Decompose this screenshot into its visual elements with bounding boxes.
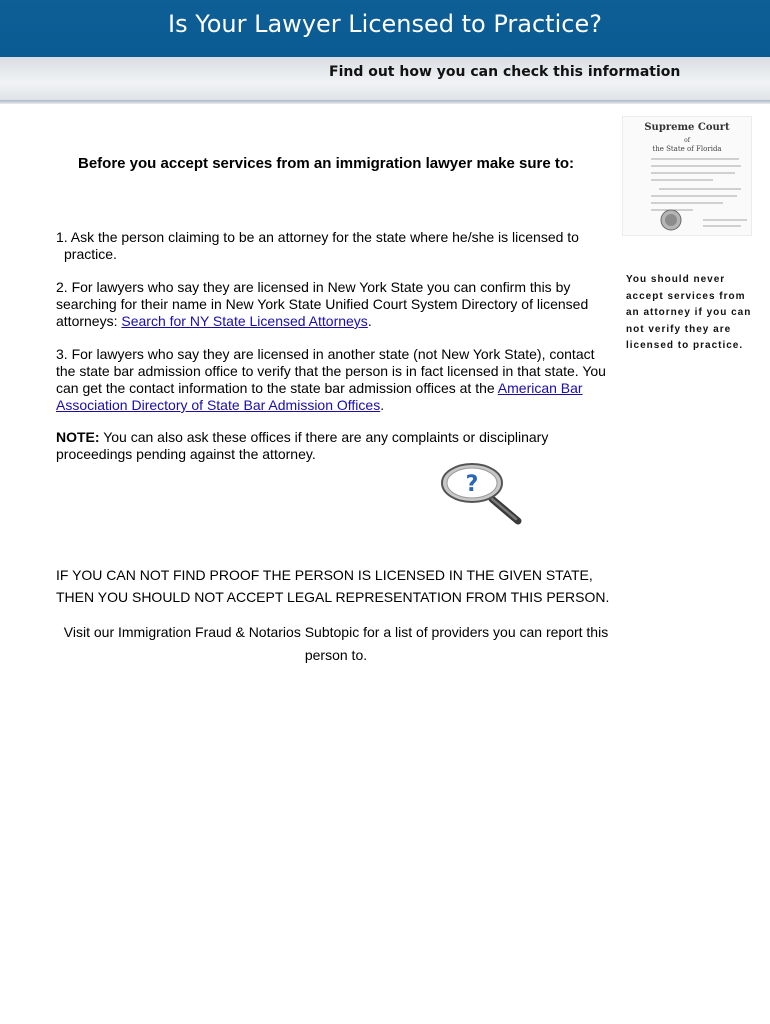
visit-text [56,621,616,667]
note-text: You can also ask these offices if there are any complaints or disciplinary proceedings pending against the attorney. [56,429,549,462]
step-3-text: 3. For lawyers who say they are licensed in another state (not New York State), contact the state bar admission office to verify that the person is in fact licensed in that state. You can get the contact information to the state bar admission offices at the [56,346,606,396]
step-1-line-2: practice. [64,246,117,262]
step-2 [56,279,608,330]
note [56,429,608,463]
certificate-title: Supreme Court [644,122,730,133]
certificate-line-2: the State of Florida [652,145,722,153]
magnifier-question-mark: ? [465,472,479,497]
certificate-image [622,116,752,236]
page-subtitle: Find out how you can check this information [329,64,681,80]
step-1-line-1: 1. Ask the person claiming to be an attorney for the state where he/she is licensed to [56,229,579,245]
sidebar-note-line-4: not verify they are [626,323,732,335]
step-3-end: . [380,397,385,413]
warning-line-2: THEN YOU SHOULD NOT ACCEPT LEGAL REPRESENTATION FROM THIS PERSON. [56,589,610,605]
sidebar-note [626,272,761,355]
sidebar-note-line-3: an attorney if you can [626,307,752,318]
intro-heading: Before you accept services from an immigration lawyer make sure to: [78,155,575,172]
page-title: Is Your Lawyer Licensed to Practice? [168,10,602,38]
ny-attorney-search-link[interactable]: Search for NY State Licensed Attorneys [121,313,368,329]
sidebar-note-line-5: licensed to practice. [626,340,744,351]
warning-text [56,564,616,608]
sidebar-note-line-1: You should never [626,274,726,285]
certificate-script-lines [623,117,751,235]
step-3 [56,346,608,414]
certificate-line-1: of [684,137,690,144]
subtitle-band [0,57,770,100]
visit-line-2: person to. [304,647,368,663]
warning-line-1: IF YOU CAN NOT FIND PROOF THE PERSON IS LICENSED IN THE GIVEN STATE, [56,567,593,583]
sidebar-note-line-2: accept services from [626,290,746,302]
step-2-text: 2. For lawyers who say they are licensed in New York State you can confirm this by searching for their name in New York State Unified Court System Directory of licensed attorneys: [56,279,589,329]
aba-directory-link[interactable]: American Bar Association Directory of State Bar Admission Offices [56,380,583,413]
header-banner [0,0,770,57]
step-2-end: . [367,313,372,329]
step-1 [56,229,608,263]
header-divider [0,100,770,104]
visit-line-1: Visit our Immigration Fraud & Notarios Subtopic for a list of providers you can report this [63,624,609,640]
note-label: NOTE: [56,429,100,445]
magnifying-glass-question-icon [438,463,528,527]
